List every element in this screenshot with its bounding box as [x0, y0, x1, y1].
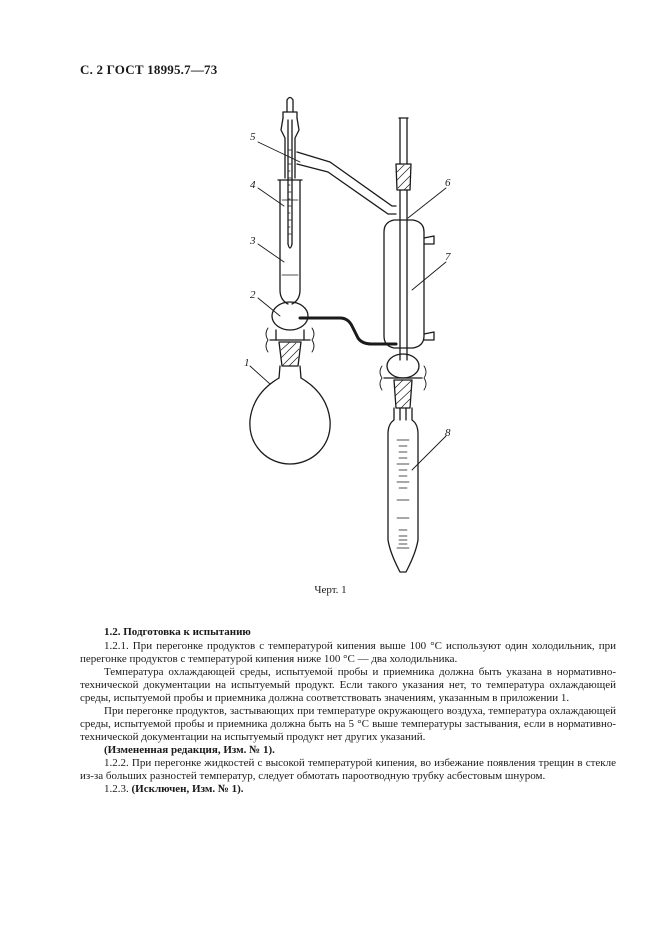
figure-caption: Черт. 1: [314, 584, 347, 596]
label-2: 2: [250, 289, 256, 301]
paragraph-1-2-3-text: (Исключен, Изм. № 1).: [131, 783, 244, 795]
amendment-note: [80, 744, 616, 757]
label-7: 7: [445, 251, 451, 263]
paragraph-temperature: Температура охлаждающей среды, испытуемой пробы и приемника должна быть указана в нормативно-технической документации на испытуемый продукт. Если такого указания нет, то температура охлаждающей среды, испытуемой пробы и приемника должна соответствовать значениям, указанным в приложении 1.: [80, 666, 616, 704]
distillation-flask: [250, 378, 330, 464]
page-header: С. 2 ГОСТ 18995.7—73: [80, 62, 218, 77]
vapor-tube: [297, 152, 396, 206]
label-5: 5: [250, 131, 256, 143]
paragraph-solidifying: При перегонке продуктов, застывающих при температуре окружающего воздуха, температура охлаждающей среды, испытуемой пробы и приемника должна быть на 5 °С выше температуры застывания, если в нормативно-технической документации на испытуемый продукт нет других указаний.: [80, 705, 616, 743]
paragraph-1-2-2: 1.2.2. При перегонке жидкостей с высокой температурой кипения, во избежание появления трещин в стекле из-за больших разностей температур, следует обмотать пароотводную трубку асбестовым шнуром.: [80, 757, 616, 782]
rubber-connector: [300, 318, 396, 344]
label-4: 4: [250, 179, 256, 191]
label-6: 6: [445, 177, 451, 189]
liebig-condenser: [384, 220, 424, 348]
label-1: 1: [244, 357, 250, 369]
amendment-note-text: (Измененная редакция, Изм. № 1).: [104, 744, 275, 756]
thermometer-top: [287, 98, 293, 113]
figure-labels: [244, 131, 451, 439]
thermometer-tube: [288, 120, 292, 244]
condenser-inner-tube: [400, 190, 407, 360]
receiver-cylinder: [388, 408, 418, 572]
section-text: [80, 626, 616, 796]
section-title: 1.2. Подготовка к испытанию: [104, 626, 251, 638]
label-3: 3: [250, 235, 256, 247]
paragraph-1-2-3-number: 1.2.3.: [104, 783, 129, 795]
paragraph-1-2-3: [80, 783, 616, 796]
bulb-joint: [272, 302, 308, 330]
label-8: 8: [445, 427, 451, 439]
flask-stopper: [279, 342, 301, 366]
paragraph-1-2-1: 1.2.1. При перегонке продуктов с температурой кипения выше 100 °С используют один холодильник, при перегонке продуктов с температурой кипения ниже 100 °С — два холодильника.: [80, 640, 616, 665]
